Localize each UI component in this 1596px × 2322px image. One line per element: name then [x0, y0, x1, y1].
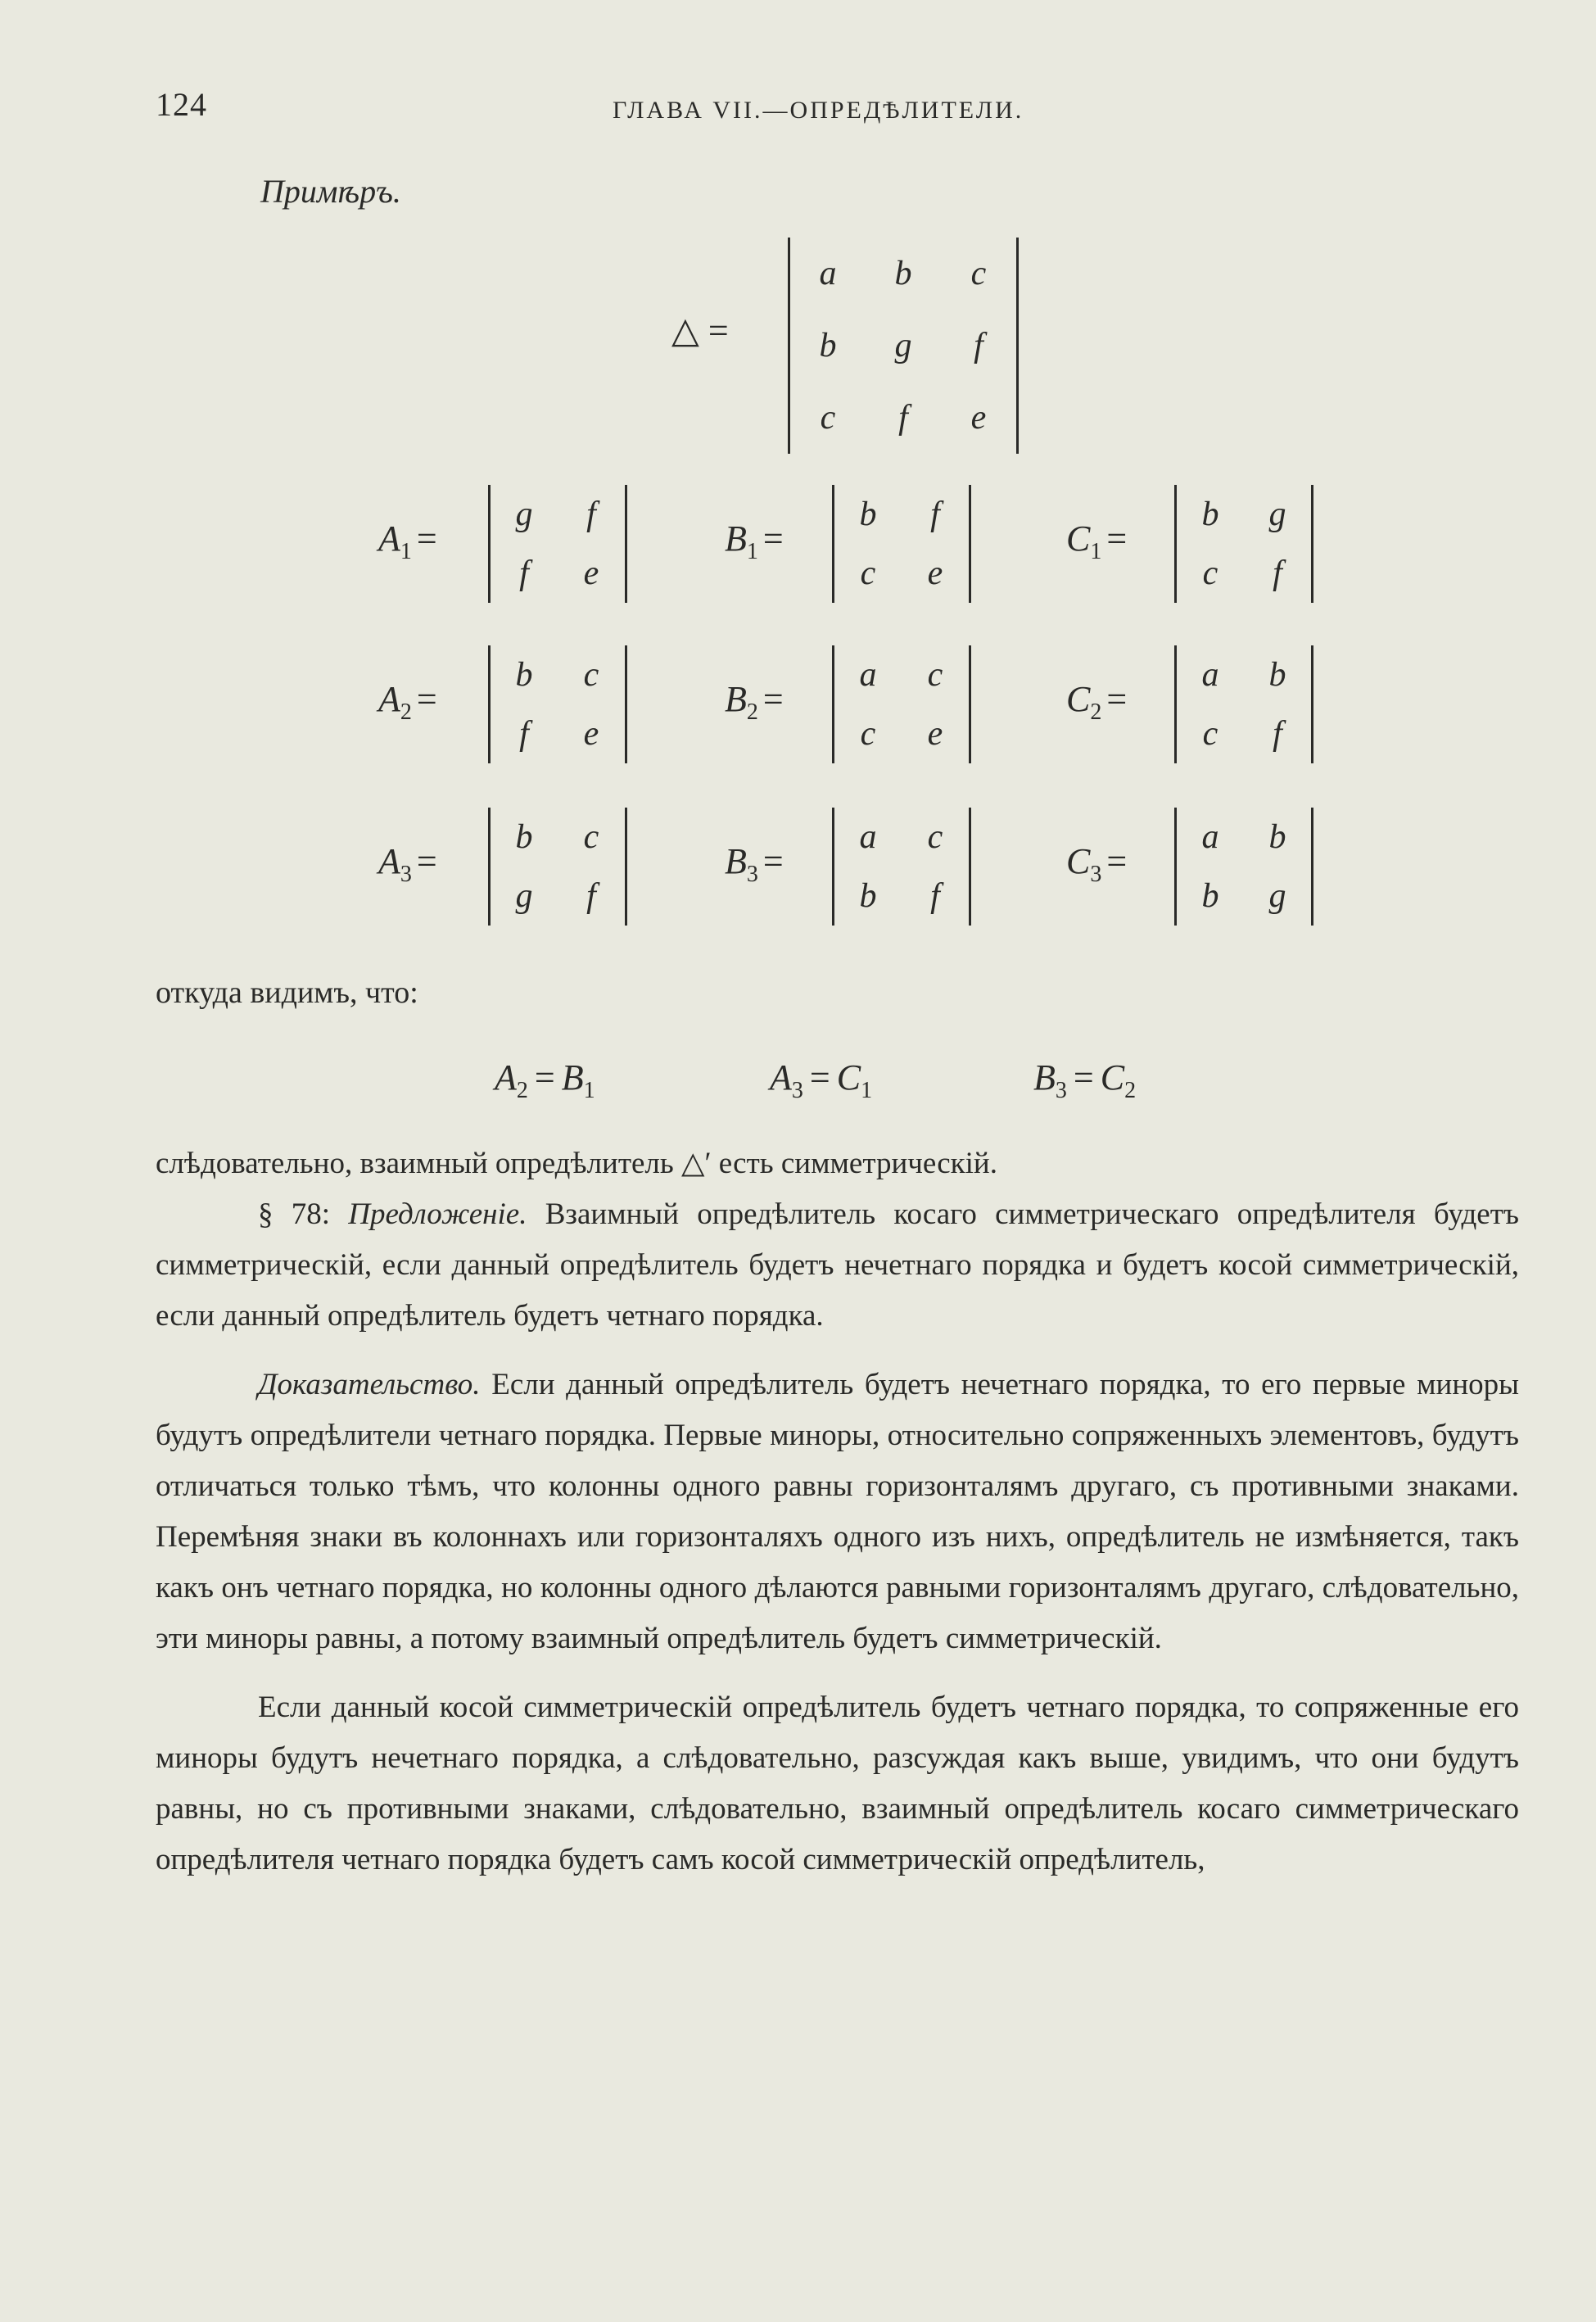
minor-determinant-c3: [1174, 808, 1313, 926]
minor-determinant-c2: [1174, 645, 1313, 763]
minor-cell: a: [859, 818, 877, 856]
section-number: § 78:: [258, 1197, 330, 1231]
conclusion-paragraph: слѣдовательно, взаимный опредѣлитель △′ есть симметрическій.: [156, 1147, 997, 1180]
delta-cell: e: [970, 399, 987, 437]
minor-cell: f: [930, 877, 940, 915]
final-paragraph: Если данный косой симметрическій опредѣлитель будетъ четнаго порядка, то сопряженные его миноры будутъ нечетнаго порядка, а слѣдовательно, разсуждая какъ выше, увидимъ, что они будутъ равны, но съ противными знаками, слѣдовательно, взаимный опредѣлитель косаго симметрическаго опредѣлителя четнаго порядка будетъ самъ косой симметрическій опредѣлитель,: [156, 1691, 1519, 1876]
minor-cell: c: [583, 818, 599, 856]
minor-cell: f: [586, 496, 596, 533]
minor-cell: g: [515, 877, 533, 915]
minor-label-c2: $C_2$ =: [1066, 679, 1128, 725]
minor-cell: f: [930, 496, 940, 533]
section-text: Взаимный опредѣлитель косаго симметрическаго опредѣлителя будетъ симметрическій, если данный опредѣлитель будетъ нечетнаго порядка и будетъ косой симметрическій, если данный опредѣлитель будетъ четнаго порядка.: [156, 1197, 1520, 1333]
running-title: ГЛАВА VII.—ОПРЕДѢЛИТЕЛИ.: [613, 97, 1024, 124]
minor-cell: c: [1202, 554, 1218, 592]
minor-cell: f: [586, 877, 596, 915]
minor-cell: c: [860, 715, 876, 753]
minor-determinant-b2: [832, 645, 971, 763]
minor-cell: f: [519, 715, 529, 753]
minor-label-a2: $A_2$ =: [378, 679, 437, 725]
body-text: [156, 1138, 1519, 1885]
minor-cell: e: [927, 715, 943, 753]
delta-cell: b: [819, 327, 837, 364]
minor-label-b3: $B_3$ =: [725, 841, 784, 887]
delta-determinant: [788, 238, 1019, 454]
whence-text: откуда видимъ, что:: [156, 975, 418, 1010]
delta-cell: c: [970, 255, 987, 292]
minor-determinant-b1: [832, 485, 971, 603]
equality: $B_3 = C_2$: [1033, 1057, 1137, 1103]
minor-cell: c: [927, 656, 943, 694]
minor-cell: b: [1268, 818, 1286, 856]
minor-cell: b: [859, 496, 877, 533]
minor-label-b1: $B_1$ =: [725, 518, 784, 564]
minor-determinant-c1: [1174, 485, 1313, 603]
delta-cell: f: [898, 399, 908, 437]
minor-determinant-a1: [488, 485, 627, 603]
minor-cell: b: [1268, 656, 1286, 694]
minor-cell: a: [1201, 656, 1219, 694]
minor-label-a3: $A_3$ =: [378, 841, 437, 887]
example-label: Примѣръ.: [260, 173, 401, 210]
minor-cell: b: [1201, 496, 1219, 533]
minor-cell: a: [859, 656, 877, 694]
minor-cell: b: [515, 656, 533, 694]
minor-cell: g: [1268, 877, 1286, 915]
minor-cell: c: [927, 818, 943, 856]
proof-paragraph: [156, 1360, 1519, 1664]
proof-title: Доказательство.: [258, 1368, 481, 1401]
minor-determinant-a2: [488, 645, 627, 763]
equality: $A_2 = B_1$: [495, 1057, 595, 1103]
minor-cell: e: [927, 554, 943, 592]
minor-cell: f: [1273, 715, 1282, 753]
delta-cell: b: [894, 255, 912, 292]
minor-cell: b: [515, 818, 533, 856]
minor-cell: e: [583, 715, 599, 753]
minor-cell: c: [583, 656, 599, 694]
delta-cell: a: [819, 255, 837, 292]
minor-label-b2: $B_2$ =: [725, 679, 784, 725]
minor-determinant-b3: [832, 808, 971, 926]
delta-cell: g: [894, 327, 912, 364]
minor-cell: g: [1268, 496, 1286, 533]
equality: $A_3 = C_1$: [770, 1057, 873, 1103]
section-paragraph: [156, 1189, 1519, 1342]
minor-cell: f: [1273, 554, 1282, 592]
minor-cell: e: [583, 554, 599, 592]
delta-cell: c: [820, 399, 836, 437]
minor-cell: a: [1201, 818, 1219, 856]
section-title: Предложеніе.: [348, 1197, 527, 1231]
minor-cell: c: [860, 554, 876, 592]
delta-cell: f: [974, 327, 983, 364]
minor-cell: c: [1202, 715, 1218, 753]
minor-cell: b: [1201, 877, 1219, 915]
proof-text: Если данный опредѣлитель будетъ нечетнаго порядка, то его первые миноры будутъ опредѣлители четнаго порядка. Первые миноры, относительно сопряженныхъ элементовъ, будутъ отличаться только тѣмъ, что колонны одного равны горизонталямъ другаго, съ противными знаками. Перемѣняя знаки въ колоннахъ или горизонталяхъ одного изъ нихъ, опредѣлитель не измѣняется, такъ какъ онъ четнаго порядка, но колонны одного дѣлаются равными горизонталямъ другаго, слѣдовательно, эти миноры равны, а потому взаимный опредѣлитель будетъ симметрическій.: [156, 1368, 1520, 1655]
minor-cell: f: [519, 554, 529, 592]
minor-determinant-a3: [488, 808, 627, 926]
minor-label-a1: $A_1$ =: [378, 518, 437, 564]
minor-cell: g: [515, 496, 533, 533]
page-number: 124: [156, 86, 207, 123]
delta-label: △ =: [671, 310, 729, 351]
minor-label-c1: $C_1$ =: [1066, 518, 1128, 564]
minor-label-c3: $C_3$ =: [1066, 841, 1128, 887]
minor-cell: b: [859, 877, 877, 915]
